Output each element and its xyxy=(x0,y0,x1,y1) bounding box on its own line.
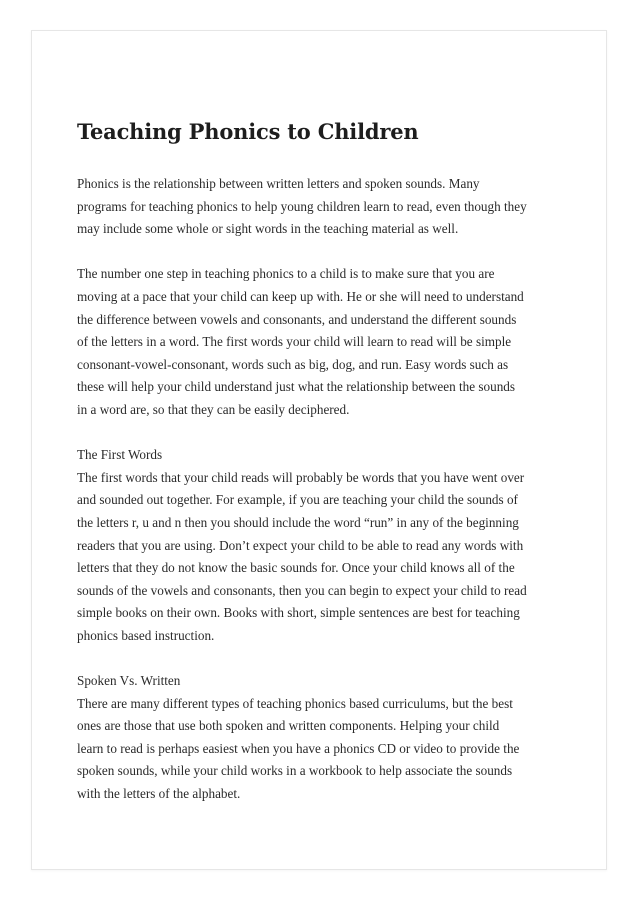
text-line: The number one step in teaching phonics to a child is to make sure that you are xyxy=(77,266,495,282)
section-heading: Spoken Vs. Written xyxy=(77,673,181,689)
document-page xyxy=(31,30,607,870)
text-line: the difference between vowels and consonants, and understand the different sounds xyxy=(77,311,517,327)
text-line: phonics based instruction. xyxy=(77,627,215,643)
text-line: learn to read is perhaps easiest when you have a phonics CD or video to provide the xyxy=(77,740,520,756)
text-line: in a word are, so that they can be easily deciphered. xyxy=(77,401,350,417)
text-line: readers that you are using. Don’t expect your child to be able to read any words with xyxy=(77,537,524,553)
text-line: The first words that your child reads will probably be words that you have went over xyxy=(77,469,525,485)
paragraph-intro xyxy=(77,173,572,241)
text-line: with the letters of the alphabet. xyxy=(77,786,241,802)
section-first-words xyxy=(77,444,572,647)
document-title: Teaching Phonics to Children xyxy=(77,119,419,144)
paragraph-first-step xyxy=(77,263,572,421)
text-line: ones are those that use both spoken and written components. Helping your child xyxy=(77,718,500,734)
text-line: simple books on their own. Books with short, simple sentences are best for teaching xyxy=(77,605,520,621)
text-line: consonant-vowel-consonant, words such as big, dog, and run. Easy words such as xyxy=(77,356,509,372)
text-line: There are many different types of teaching phonics based curriculums, but the best xyxy=(77,695,513,711)
text-line: the letters r, u and n then you should include the word “run” in any of the beginning xyxy=(77,514,519,530)
document-body xyxy=(77,173,572,828)
text-line: moving at a pace that your child can keep up with. He or she will need to understand xyxy=(77,288,524,304)
text-line: Phonics is the relationship between written letters and spoken sounds. Many xyxy=(77,176,480,191)
section-spoken-vs-written xyxy=(77,670,572,806)
text-line: programs for teaching phonics to help young children learn to read, even though they xyxy=(77,198,527,214)
text-line: sounds of the vowels and consonants, then you can begin to expect your child to read xyxy=(77,582,527,598)
section-heading: The First Words xyxy=(77,447,163,463)
text-line: and sounded out together. For example, if you are teaching your child the sounds of xyxy=(77,492,518,508)
text-line: spoken sounds, while your child works in a workbook to help associate the sounds xyxy=(77,763,513,779)
text-line: of the letters in a word. The first words your child will learn to read will be simple xyxy=(77,334,512,350)
text-line: letters that they do not know the basic sounds for. Once your child knows all of the xyxy=(77,560,515,576)
text-line: these will help your child understand just what the relationship between the sounds xyxy=(77,379,516,395)
text-line: may include some whole or sight words in the teaching material as well. xyxy=(77,221,459,237)
